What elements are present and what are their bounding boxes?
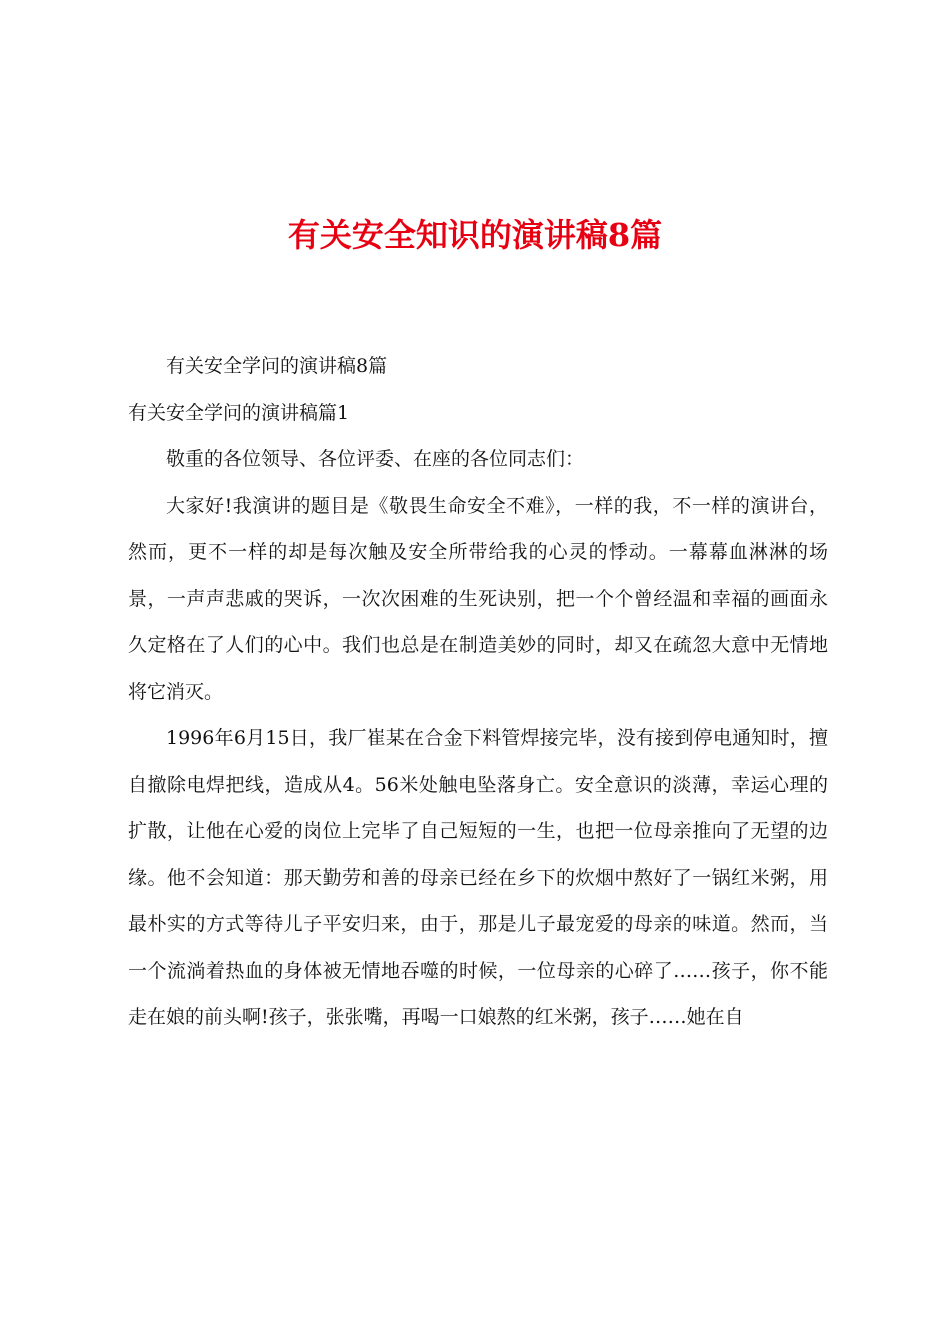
paragraph-intro: 大家好!我演讲的题目是《敬畏生命安全不难》，一样的我，不一样的演讲台，然而，更不一样的却是每次触及安全所带给我的心灵的悸动。一幕幕血淋淋的场景，一声声悲戚的哭诉，一次次困难的生死诀别，把一个个曾经温和幸福的画面永久定格在了人们的心中。我们也总是在制造美妙的同时，却又在疏忽大意中无情地将它消灭。 — [128, 494, 828, 703]
paragraph-salutation: 敬重的各位领导、各位评委、在座的各位同志们： — [166, 448, 585, 470]
paragraph-subtitle: 有关安全学问的演讲稿8篇 — [166, 355, 388, 377]
document-title: 有关安全知识的演讲稿8篇 — [287, 216, 663, 254]
paragraph-story: 1996年6月15日，我厂崔某在合金下料管焊接完毕，没有接到停电通知时，擅自撤除电焊把线，造成从4。56米处触电坠落身亡。安全意识的淡薄，幸运心理的扩散，让他在心爱的岗位上完毕了自己短短的一生，也把一位母亲推向了无望的边缘。他不会知道：那天勤劳和善的母亲已经在乡下的炊烟中熬好了一锅红米粥，用最朴实的方式等待儿子平安归来，由于，那是儿子最宠爱的母亲的味道。然而，当一个流淌着热血的身体被无情地吞噬的时候，一位母亲的心碎了……孩子，你不能走在娘的前头啊!孩子，张张嘴，再喝一口娘熬的红米粥，孩子……她在自 — [128, 727, 828, 1028]
paragraph-section-heading: 有关安全学问的演讲稿篇1 — [128, 401, 350, 424]
document-body — [128, 343, 828, 1041]
